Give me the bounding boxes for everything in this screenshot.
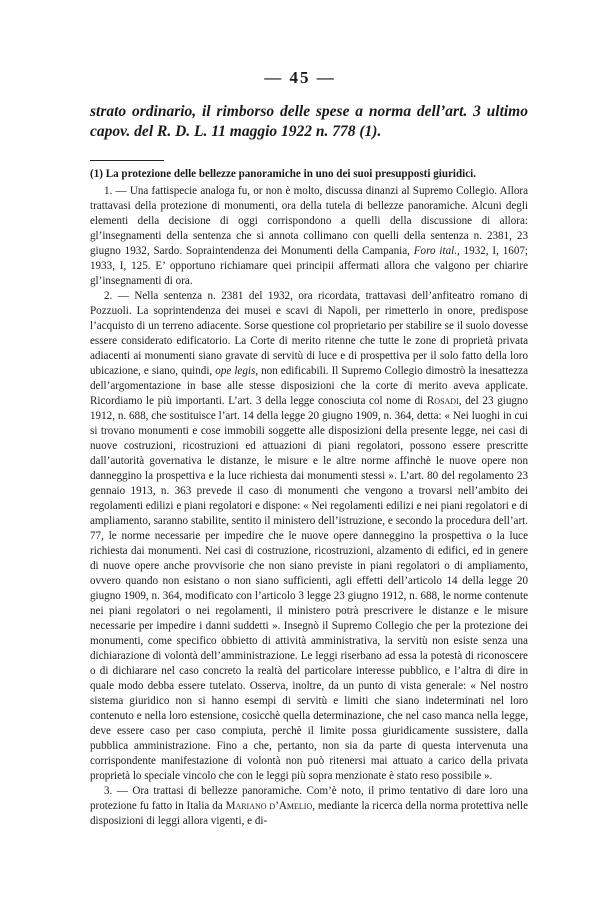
intro-text: strato ordinario, il rimborso delle spese a norma dell’art. 3 ultimo capov. del R. D. L. 11 maggio 1922 n. 778 (1). [90,103,528,140]
text-segment: Mariano d’Amelio [225,800,313,812]
text-segment: 1. — Una fattispecie analoga fu, or non è molto, discussa dinanzi al Supremo Collegio. Allora trattavasi della protezione di monumenti, ora della tutela di bellezze panoramiche. Alcuni degli elementi della decisione di oggi corrispondono a quelli della discussione di allora: gl’insegnamenti della sentenza che si annota collimano con quelli della sentenza n. 2381, 23 giugno 1932, Sardo. Sopraintendenza dei Monumenti della Campania, [90,185,528,257]
text-segment: Foro ital. [413,245,457,257]
text-segment: 3. — Ora trattasi di bellezze panoramiche. Com’è noto, il primo tentativo di dare loro una protezione fu fatto in Italia da [90,785,528,812]
footnote-paragraph [90,784,528,829]
text-segment: , 1932, I, 1607; 1933, I, 125. E’ opportuno richiamare quei principii affermati allora che valgono per chiarire gl’insegnamenti di ora. [90,245,528,287]
text-segment: , del 23 giugno 1912, n. 688, che sostituisce l’art. 14 della legge 20 giugno 1909, n. 364, detta: « Nei luoghi in cui si trovano monumenti e cose immobili soggette alle disposizioni della presente legge, nei casi di nuove costruzioni, ricostruzioni ed attuazioni di piani regolatori, possono essere prescritte dall’autorità governativa le distanze, le misure e le altre norme affinchè le nuove opere non danneggino la prospettiva e la luce richiesta dai monumenti stessi ». L’art. 80 del regolamento 23 gennaio 1913, n. 363 prevede il caso di monumenti che vengono a trovarsi nell’ambito dei regolamenti edilizi e piani regolatori e dispone: « Nei regolamenti edilizi e nei piani regolatori e di ampliamento, saranno stabilite, sentito il ministero dell’istruzione, e secondo la procedura dell’art. 77, le norme necessarie per impedire che le nuove opere danneggino la prospettiva o la luce richiesta dai monumenti. Nei casi di costruzione, ricostruzioni, alzamento di edifici, ed in genere di nuove opere anche provvisorie che non siano previste in piani regolatori o di ampliamento, ovvero quando non esistano o non siano sufficienti, agli effetti dell’articolo 14 della legge 20 giugno 1909, n. 364, modificato con l’articolo 3 legge 23 giugno 1912, n. 688, le norme contenute nei piani regolatori o nei regolamenti, il ministero potrà prescrivere le distanze e le misure necessarie per impedire i danni suddetti ». Insegnò il Supremo Collegio che per la protezione dei monumenti, come specifico obbietto di attività amministrativa, la servitù non esiste senza una dichiarazione di volontà dell’amministrazione. Le leggi riserbano ad essa la potestà di riconoscere o di dichiarare nel caso concreto la realtà del particolare interesse pubblico, e l’altra di dire in quale modo debba essere tutelato. Osserva, inoltre, da un punto di vista generale: « Nel nostro sistema giuridico non si hanno esempi di servitù e limiti che siano indeterminati nel loro contenuto e nella loro estensione, cosicchè quella determinazione, che nel caso manca nella legge, deve essere caso per caso compiuta, perchè il limite possa giuridicamente sussistere, dalla pubblica amministrazione. Fino a che, pertanto, non sia da parte di questa intervenuta una corrispondente manifestazione di volontà non può ritenersi mai attuato a carico della privata proprietà lo speciale vincolo che con le leggi più sopra menzionate è stato reso possibile ». [90,395,529,782]
footnote-paragraph [90,289,528,784]
text-segment: ope legis [215,365,256,377]
footnote [90,167,528,829]
text-segment: 2. — Nella sentenza n. 2381 del 1932, ora ricordata, trattavasi dell’anfiteatro romano di Pozzuoli. La soprintendenza dei musei e scavi di Napoli, per rimetterlo in onore, predispose l’acquisto di un terreno adiacente. Sorse questione col proprietario per stabilire se il suolo dovesse essere considerato edificatorio. La Corte di merito ritenne che tutte le zone di proprietà privata adiacenti ai monumenti siano gravate di servitù di luce e di prospettiva per il solo fatto della loro ubicazione, e siano, quindi, [90,290,528,377]
footnote-paragraph [90,184,528,289]
text-segment: , mediante la ricerca della norma protettiva nelle disposizioni di leggi allora vigenti, e di- [90,800,528,827]
text-segment: Rosadi [426,395,459,407]
text-segment: , non edificabili. Il Supremo Collegio dimostrò la inesattezza dell’argomentazione in base alle stesse disposizioni che la corte di merito aveva applicate. Ricordiamo le più importanti. L’art. 3 della legge conosciuta col nome di [90,365,529,407]
footnote-separator [90,160,164,161]
page-number: — 45 — [264,68,336,87]
footnote-title: (1) La protezione delle bellezze panoramiche in uno dei suoi presupposti giuridici. [90,168,477,180]
